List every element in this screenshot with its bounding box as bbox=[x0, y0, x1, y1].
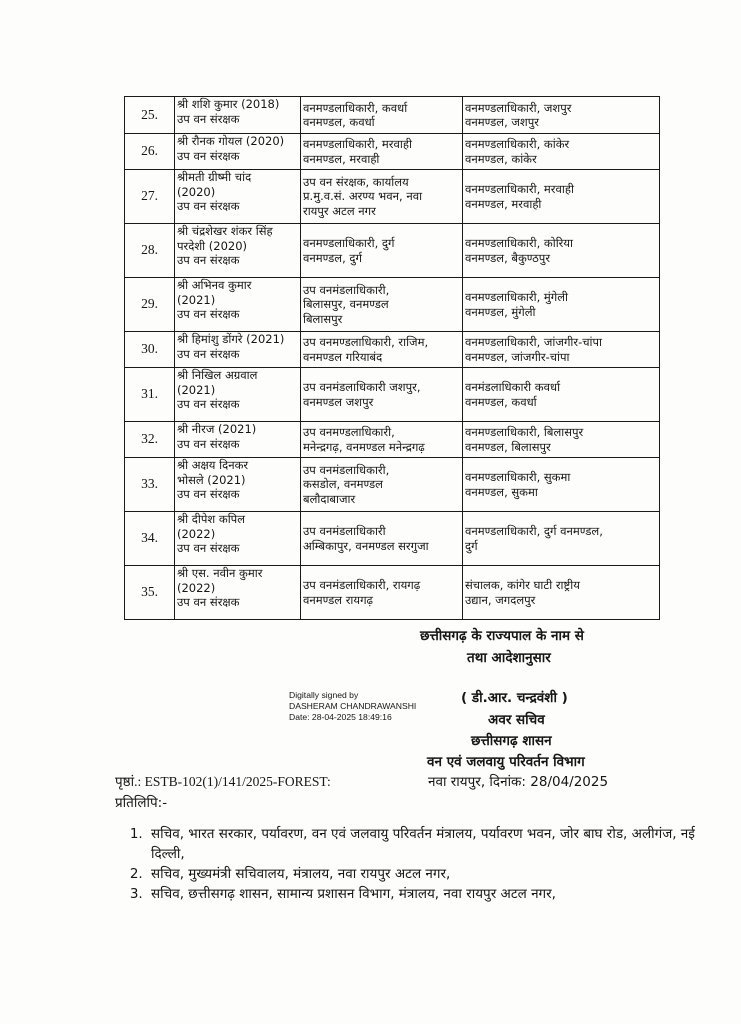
current-posting-line: वनमण्डल, कवर्धा bbox=[303, 115, 375, 129]
current-posting-cell bbox=[301, 566, 463, 620]
signatory-department: वन एवं जलवायु परिवर्तन विभाग bbox=[427, 754, 585, 770]
current-posting-line: उप वनमण्डलाधिकारी, राजिम, bbox=[303, 335, 429, 349]
officer-line: उप वन संरक्षक bbox=[177, 148, 240, 163]
new-posting-line: वनमण्डल, बैकुण्ठपुर bbox=[465, 250, 551, 265]
new-posting-cell bbox=[463, 170, 660, 224]
copy-to-item: 2. सचिव, मुख्यमंत्री सचिवालय, मंत्रालय, नवा रायपुर अटल नगर, bbox=[147, 864, 707, 884]
officer-line: (2021) bbox=[177, 292, 216, 307]
officer-line: भोसले (2021) bbox=[177, 472, 246, 487]
copy-to-item: 3. सचिव, छत्तीसगढ़ शासन, सामान्य प्रशासन विभाग, मंत्रालय, नवा रायपुर अटल नगर, bbox=[147, 884, 707, 904]
current-posting-cell bbox=[301, 170, 463, 224]
digital-signature-line: Digitally signed by bbox=[289, 690, 359, 700]
officer-cell bbox=[175, 332, 301, 368]
officer-cell bbox=[175, 368, 301, 422]
current-posting-line: उप वनमंडलाधिकारी, bbox=[303, 282, 390, 297]
officer-line: (2022) bbox=[177, 526, 216, 541]
serial-number-cell: 28. bbox=[125, 224, 175, 278]
officer-line: श्री निखिल अग्रवाल bbox=[177, 368, 258, 382]
table-row bbox=[125, 278, 660, 332]
new-posting-line: वनमण्डलाधिकारी, जशपुर bbox=[465, 100, 572, 115]
reference-place-date: नवा रायपुर, दिनांक: 28/04/2025 bbox=[428, 774, 609, 790]
new-posting-line: उद्यान, जगदलपुर bbox=[465, 592, 536, 607]
current-posting-line: रायपुर अटल नगर bbox=[303, 203, 376, 218]
table-row bbox=[125, 332, 660, 368]
current-posting-cell bbox=[301, 422, 463, 458]
officer-line: परदेशी (2020) bbox=[177, 238, 248, 253]
digital-signature-block bbox=[289, 690, 416, 723]
officer-line: श्री दीपेश कपिल bbox=[177, 512, 246, 526]
reference-number: पृष्ठां.: ESTB-102(1)/141/2025-FOREST: bbox=[115, 774, 331, 789]
officer-cell bbox=[175, 97, 301, 134]
serial-number-cell: 35. bbox=[125, 566, 175, 620]
new-posting-line: दुर्ग bbox=[465, 538, 478, 553]
new-posting-cell bbox=[463, 278, 660, 332]
officer-line: श्री हिमांशु डोंगरे (2021) bbox=[177, 332, 285, 346]
transfer-table-body bbox=[125, 97, 660, 620]
order-line-2: तथा आदेशानुसार bbox=[467, 650, 551, 666]
current-posting-line: उप वनमंडलाधिकारी जशपुर, bbox=[303, 380, 421, 394]
officer-line: उप वन संरक्षक bbox=[177, 253, 240, 267]
new-posting-line: वनमण्डलाधिकारी, कांकेर bbox=[465, 137, 570, 151]
table-row bbox=[125, 458, 660, 512]
new-posting-line: वनमण्डलाधिकारी, मरवाही bbox=[465, 182, 574, 196]
new-posting-cell bbox=[463, 458, 660, 512]
new-posting-cell bbox=[463, 368, 660, 422]
current-posting-line: बिलासपुर, वनमण्डल bbox=[303, 297, 389, 312]
table-row bbox=[125, 170, 660, 224]
officer-line: (2022) bbox=[177, 580, 216, 595]
current-posting-cell bbox=[301, 134, 463, 170]
current-posting-line: उप वनमंडलाधिकारी bbox=[303, 524, 386, 538]
current-posting-line: प्र.मु.व.सं. अरण्य भवन, नवा bbox=[303, 189, 423, 204]
current-posting-line: बलौदाबाजार bbox=[303, 491, 356, 506]
new-posting-line: वनमण्डल, सुकमा bbox=[465, 484, 538, 499]
current-posting-line: वनमण्डलाधिकारी, दुर्ग bbox=[303, 236, 395, 250]
digital-signature-signer: DASHERAM CHANDRAWANSHI bbox=[289, 701, 417, 711]
signatory-government: छत्तीसगढ़ शासन bbox=[471, 733, 552, 749]
signatory-designation: अवर सचिव bbox=[488, 712, 545, 728]
current-posting-line: मनेन्द्रगढ़, वनमण्डल मनेन्द्रगढ़ bbox=[303, 439, 425, 454]
new-posting-cell bbox=[463, 134, 660, 170]
new-posting-line: वनमण्डलाधिकारी, जांजगीर-चांपा bbox=[465, 335, 603, 349]
officer-line: श्री शशि कुमार (2018) bbox=[177, 97, 280, 111]
transfer-table bbox=[124, 96, 660, 620]
serial-number-cell: 31. bbox=[125, 368, 175, 422]
copy-to-list bbox=[115, 824, 707, 904]
new-posting-line: वनमण्डलाधिकारी, सुकमा bbox=[465, 470, 571, 484]
officer-cell bbox=[175, 458, 301, 512]
officer-line: श्री अभिनव कुमार bbox=[177, 278, 252, 292]
table-row bbox=[125, 97, 660, 134]
current-posting-cell bbox=[301, 332, 463, 368]
officer-line: (2020) bbox=[177, 184, 216, 199]
officer-cell bbox=[175, 512, 301, 566]
new-posting-line: वनमण्डल, कवर्धा bbox=[465, 394, 537, 409]
officer-cell bbox=[175, 170, 301, 224]
current-posting-cell bbox=[301, 458, 463, 512]
current-posting-line: उप वनमंडलाधिकारी, रायगढ़ bbox=[303, 578, 421, 592]
serial-number-cell: 32. bbox=[125, 422, 175, 458]
officer-line: श्रीमती ग्रीष्मी चांद bbox=[177, 170, 252, 184]
officer-cell bbox=[175, 278, 301, 332]
officer-line: उप वन संरक्षक bbox=[177, 111, 240, 126]
new-posting-cell bbox=[463, 512, 660, 566]
serial-number-cell: 25. bbox=[125, 97, 175, 134]
table-row bbox=[125, 422, 660, 458]
officer-line: उप वन संरक्षक bbox=[177, 487, 240, 501]
current-posting-cell bbox=[301, 278, 463, 332]
new-posting-cell bbox=[463, 566, 660, 620]
current-posting-line: वनमण्डल, दुर्ग bbox=[303, 250, 362, 265]
officer-line: (2021) bbox=[177, 382, 216, 397]
serial-number-cell: 30. bbox=[125, 332, 175, 368]
officer-cell bbox=[175, 422, 301, 458]
current-posting-line: वनमण्डलाधिकारी, कवर्धा bbox=[303, 100, 408, 115]
serial-number-cell: 26. bbox=[125, 134, 175, 170]
copy-to-item: 1. सचिव, भारत सरकार, पर्यावरण, वन एवं जलवायु परिवर्तन मंत्रालय, पर्यावरण भवन, जोर बाघ रोड, अलीगंज, नई दिल्ली, bbox=[147, 824, 707, 864]
new-posting-line: वनमण्डल, मरवाही bbox=[465, 196, 542, 211]
current-posting-line: उप वन संरक्षक, कार्यालय bbox=[303, 174, 409, 189]
officer-line: उप वन संरक्षक bbox=[177, 595, 240, 609]
serial-number-cell: 33. bbox=[125, 458, 175, 512]
officer-line: उप वन संरक्षक bbox=[177, 397, 240, 411]
current-posting-line: बिलासपुर bbox=[303, 311, 343, 326]
new-posting-line: वनमण्डलाधिकारी, मुंगेली bbox=[465, 290, 569, 304]
new-posting-line: वनमंडलाधिकारी कवर्धा bbox=[465, 380, 561, 394]
officer-cell bbox=[175, 566, 301, 620]
officer-cell bbox=[175, 224, 301, 278]
current-posting-cell bbox=[301, 224, 463, 278]
current-posting-line: वनमण्डल जशपुर bbox=[303, 394, 374, 409]
officer-line: उप वन संरक्षक bbox=[177, 541, 240, 555]
current-posting-line: कसडोल, वनमण्डल bbox=[303, 477, 383, 492]
officer-line: श्री एस. नवीन कुमार bbox=[177, 566, 263, 580]
digital-signature-date: Date: 28-04-2025 18:49:16 bbox=[289, 712, 392, 722]
table-row bbox=[125, 566, 660, 620]
officer-line: उप वन संरक्षक bbox=[177, 346, 240, 361]
current-posting-cell bbox=[301, 97, 463, 134]
serial-number-cell: 29. bbox=[125, 278, 175, 332]
current-posting-line: उप वनमण्डलाधिकारी, bbox=[303, 425, 395, 439]
new-posting-line: वनमण्डल, जांजगीर-चांपा bbox=[465, 349, 570, 364]
current-posting-line: उप वनमंडलाधिकारी, bbox=[303, 462, 390, 477]
table-row bbox=[125, 368, 660, 422]
current-posting-line: वनमण्डल, मरवाही bbox=[303, 151, 380, 166]
officer-line: उप वन संरक्षक bbox=[177, 199, 240, 213]
order-line-1: छत्तीसगढ़ के राज्यपाल के नाम से bbox=[420, 628, 584, 644]
new-posting-line: संचालक, कांगेर घाटी राष्ट्रीय bbox=[465, 578, 580, 592]
officer-cell bbox=[175, 134, 301, 170]
officer-line: उप वन संरक्षक bbox=[177, 436, 240, 451]
current-posting-cell bbox=[301, 368, 463, 422]
new-posting-line: वनमण्डल, बिलासपुर bbox=[465, 439, 551, 454]
current-posting-line: वनमण्डल रायगढ़ bbox=[303, 592, 374, 607]
new-posting-cell bbox=[463, 97, 660, 134]
table-row bbox=[125, 224, 660, 278]
current-posting-line: वनमण्डलाधिकारी, मरवाही bbox=[303, 137, 412, 151]
new-posting-cell bbox=[463, 332, 660, 368]
current-posting-line: अम्बिकापुर, वनमण्डल सरगुजा bbox=[303, 538, 429, 553]
current-posting-line: वनमण्डल गरियाबंद bbox=[303, 349, 383, 364]
table-row bbox=[125, 512, 660, 566]
new-posting-line: वनमण्डल, कांकेर bbox=[465, 151, 537, 166]
officer-line: श्री अक्षय दिनकर bbox=[177, 458, 249, 472]
current-posting-cell bbox=[301, 512, 463, 566]
officer-line: उप वन संरक्षक bbox=[177, 307, 240, 321]
new-posting-line: वनमण्डलाधिकारी, बिलासपुर bbox=[465, 425, 584, 439]
signatory-name: ( डी.आर. चन्द्रवंशी ) bbox=[461, 690, 568, 706]
serial-number-cell: 34. bbox=[125, 512, 175, 566]
copy-to-heading: प्रतिलिपि:- bbox=[115, 795, 168, 811]
officer-line: श्री चंद्रशेखर शंकर सिंह bbox=[177, 224, 273, 238]
table-row bbox=[125, 134, 660, 170]
new-posting-cell bbox=[463, 422, 660, 458]
new-posting-line: वनमण्डल, मुंगेली bbox=[465, 304, 536, 319]
officer-line: श्री नीरज (2021) bbox=[177, 422, 257, 436]
officer-line: श्री रौनक गोयल (2020) bbox=[177, 134, 285, 148]
new-posting-line: वनमण्डलाधिकारी, कोरिया bbox=[465, 236, 574, 250]
serial-number-cell: 27. bbox=[125, 170, 175, 224]
new-posting-line: वनमण्डल, जशपुर bbox=[465, 115, 539, 129]
new-posting-cell bbox=[463, 224, 660, 278]
new-posting-line: वनमण्डलाधिकारी, दुर्ग वनमण्डल, bbox=[465, 524, 603, 538]
